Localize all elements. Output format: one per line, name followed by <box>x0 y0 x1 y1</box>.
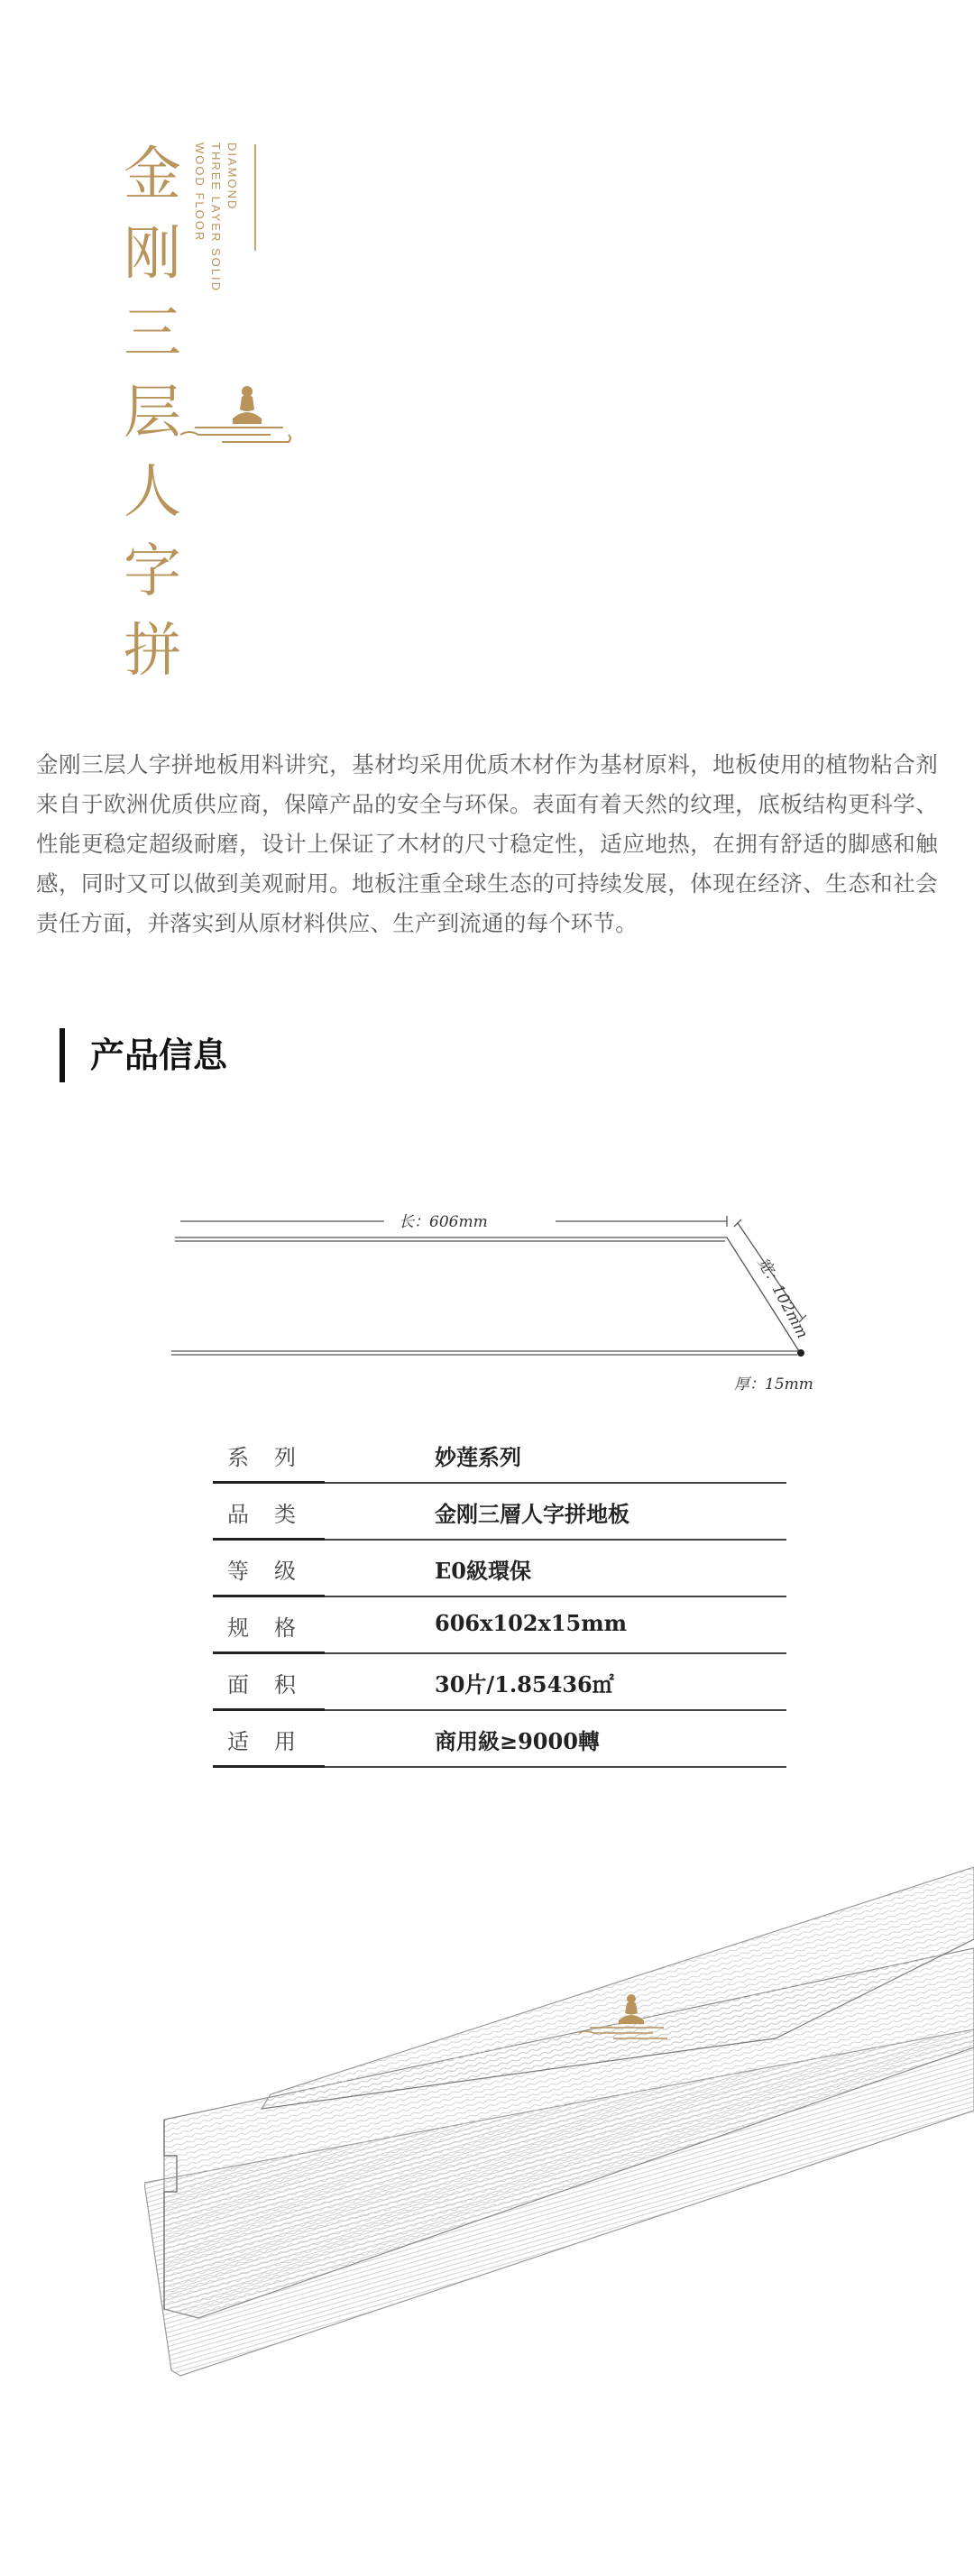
thickness-label: 厚：15mm <box>734 1375 813 1394</box>
intro-paragraph: 金刚三层人字拼地板用料讲究，基材均采用优质木材作为基材原料，地板使用的植物粘合剂来自于欧洲优质供应商，保障产品的安全与环保。表面有着天然的纹理，底板结构更科学、性能更稳定超级耐磨，设计上保证了木材的尺寸稳定性，适应地热，在拥有舒适的脚感和触感，同时又可以做到美观耐用。地板注重全球生态的可持续发展，体现在经济、生态和社会责任方面，并落实到从原材料供应、生产到流通的每个环节。 <box>36 751 938 936</box>
title-char: 人 <box>124 459 181 526</box>
english-subtitle-line: WOOD FLOOR <box>193 143 207 243</box>
spec-row <box>213 1541 786 1597</box>
title-char: 层 <box>124 380 181 446</box>
spec-label: 面积 <box>227 1672 321 1697</box>
title-char: 刚 <box>124 221 181 288</box>
spec-label: 系列 <box>227 1445 321 1470</box>
spec-row <box>213 1597 786 1654</box>
title-char: 三 <box>124 300 181 367</box>
gold-divider <box>254 144 256 251</box>
spec-label: 规格 <box>227 1615 321 1641</box>
length-label: 长：606mm <box>399 1213 488 1231</box>
english-subtitle-line: THREE LAYER SOLID <box>209 143 223 292</box>
spec-value: 商用級≥9000轉 <box>435 1728 600 1754</box>
spec-table <box>213 1427 786 1768</box>
spec-value: 金刚三層人字拼地板 <box>435 1501 629 1527</box>
title-char: 拼 <box>124 618 181 685</box>
row-divider-accent <box>213 1765 325 1768</box>
floor-layers-illustration <box>144 1849 974 2408</box>
title-char: 字 <box>124 538 181 605</box>
width-label: 宽：102mm <box>753 1254 812 1342</box>
spec-value: 606x102x15mm <box>435 1610 627 1636</box>
spec-label: 等级 <box>227 1559 321 1584</box>
title-char: 金 <box>124 142 181 208</box>
spec-label: 适用 <box>227 1729 321 1754</box>
spec-row <box>213 1484 786 1541</box>
meditating-figure-logo-icon <box>177 382 294 453</box>
spec-row <box>213 1654 786 1711</box>
spec-row <box>213 1427 786 1484</box>
spec-value: 30片/1.85436㎡ <box>435 1671 614 1697</box>
section-accent-bar <box>60 1028 65 1082</box>
spec-value: 妙莲系列 <box>435 1444 521 1470</box>
section-title: 产品信息 <box>90 1035 228 1075</box>
spec-value: E0級環保 <box>435 1558 531 1584</box>
spec-label: 品类 <box>227 1502 321 1527</box>
spec-row <box>213 1711 786 1768</box>
plank-dimension-diagram <box>162 1191 830 1407</box>
english-subtitle-line: DIAMOND <box>225 143 239 211</box>
